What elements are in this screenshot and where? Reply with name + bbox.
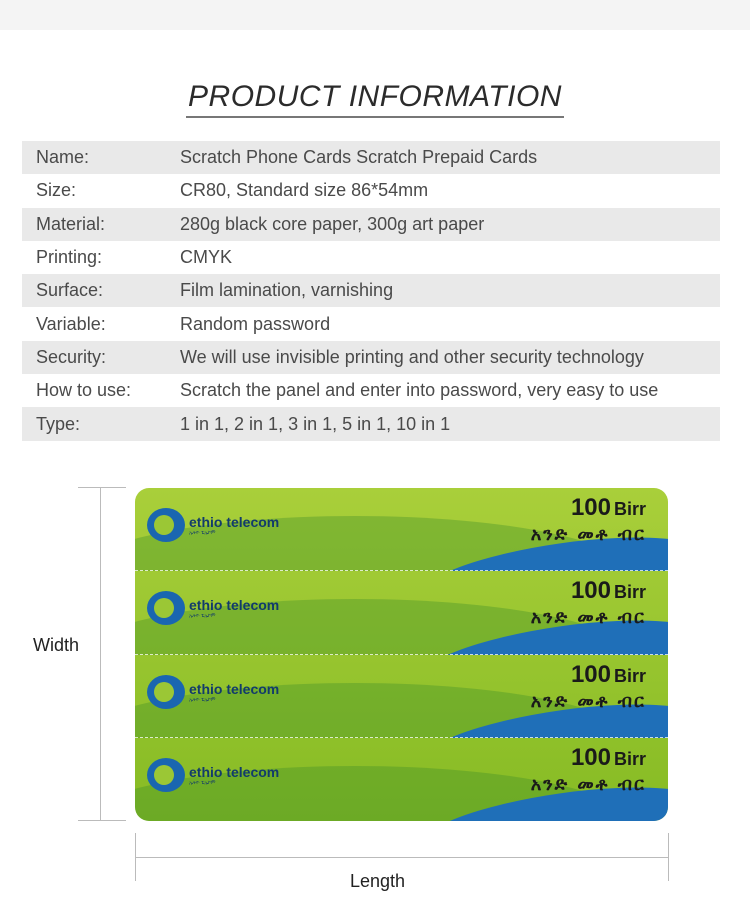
card-amount (531, 661, 646, 712)
card-amount (531, 744, 646, 795)
spec-value: CMYK (180, 247, 233, 268)
ethio-telecom-logo (147, 508, 279, 542)
spec-row (22, 341, 720, 374)
brand-name: ethio telecom (189, 514, 280, 530)
width-tick-top (78, 487, 126, 488)
brand-name: ethio telecom (189, 597, 280, 614)
ethio-telecom-logo-icon (147, 675, 185, 709)
length-tick-right (668, 833, 669, 881)
spec-value: We will use invisible printing and other security technology (180, 346, 644, 367)
spec-value: 1 in 1, 2 in 1, 3 in 1, 5 in 1, 10 in 1 (180, 413, 451, 434)
spec-key: Type: (36, 413, 81, 434)
spec-row (22, 307, 720, 340)
brand-sub: ኢትዮ ቴሌኮም (189, 696, 216, 703)
card-amount (531, 494, 646, 545)
card-strip (135, 488, 668, 571)
amount-currency: Birr (613, 582, 646, 603)
width-tick-bottom (78, 820, 126, 821)
top-bar (0, 0, 750, 30)
amount-currency: Birr (613, 499, 646, 519)
spec-key: Name: (36, 147, 90, 168)
amount-amharic: አንድ መቶ ብር (530, 773, 646, 795)
width-dimension-line (100, 487, 101, 820)
spec-value: Scratch the panel and enter into password, very easy to use (180, 380, 659, 401)
spec-key: How to use: (36, 380, 132, 401)
spec-key: Variable: (36, 313, 106, 334)
spec-table (22, 141, 720, 441)
length-dimension-line (135, 857, 668, 858)
spec-row (22, 208, 720, 241)
amount-amharic: አንድ መቶ ብር (530, 690, 646, 712)
brand-sub: ኢትዮ ቴሌኮም (189, 530, 216, 536)
amount-currency: Birr (613, 665, 646, 686)
amount-number: 100 (570, 660, 611, 688)
spec-value: Scratch Phone Cards Scratch Prepaid Cards (180, 147, 538, 168)
scratch-card (135, 488, 668, 821)
spec-row (22, 274, 720, 307)
spec-row (22, 141, 720, 174)
width-label: Width (33, 635, 80, 655)
ethio-telecom-logo (147, 758, 279, 792)
card-strip (135, 571, 668, 654)
brand-sub: ኢትዮ ቴሌኮም (189, 779, 216, 786)
ethio-telecom-logo-icon (147, 758, 185, 792)
amount-currency: Birr (613, 748, 646, 769)
card-strip (135, 655, 668, 738)
ethio-telecom-logo (147, 591, 279, 625)
spec-key: Material: (36, 213, 106, 234)
spec-row (22, 174, 720, 207)
page-title: PRODUCT INFORMATION (0, 80, 750, 118)
spec-value: 280g black core paper, 300g art paper (180, 213, 485, 234)
amount-number: 100 (570, 577, 611, 605)
ethio-telecom-logo (147, 675, 279, 709)
ethio-telecom-logo-icon (147, 591, 185, 625)
spec-row (22, 374, 720, 407)
brand-name: ethio telecom (189, 680, 280, 697)
spec-value: Film lamination, varnishing (180, 280, 394, 301)
amount-amharic: አንድ መቶ ብር (530, 607, 646, 629)
spec-key: Printing: (36, 247, 103, 268)
spec-row (22, 407, 720, 440)
spec-value: CR80, Standard size 86*54mm (180, 180, 429, 201)
amount-amharic: አንድ መቶ ብር (530, 524, 646, 545)
amount-number: 100 (570, 743, 611, 771)
spec-key: Security: (36, 346, 107, 367)
scratch-card-sheet (135, 488, 668, 821)
spec-row (22, 241, 720, 274)
spec-key: Surface: (36, 280, 104, 301)
spec-value: Random password (180, 313, 331, 334)
length-tick-left (135, 833, 136, 881)
amount-number: 100 (570, 494, 611, 521)
brand-sub: ኢትዮ ቴሌኮም (189, 613, 216, 620)
ethio-telecom-logo-icon (147, 508, 185, 542)
card-strip (135, 738, 668, 821)
brand-name: ethio telecom (189, 763, 280, 780)
spec-key: Size: (36, 180, 77, 201)
card-amount (531, 577, 646, 628)
length-label: Length (350, 871, 406, 891)
